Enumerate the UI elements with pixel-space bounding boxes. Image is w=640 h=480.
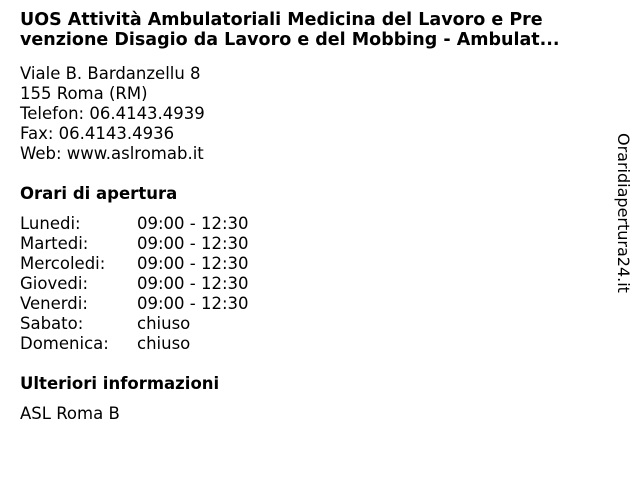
hours-day: Martedi:: [20, 234, 89, 253]
address-fax: Fax: 06.4143.4936: [20, 124, 175, 143]
hours-time: 09:00 - 12:30: [137, 274, 249, 293]
hours-time: 09:00 - 12:30: [137, 214, 249, 233]
hours-time: 09:00 - 12:30: [137, 294, 249, 313]
hours-row-saturday: [20, 314, 249, 334]
hours-row-monday: [20, 214, 249, 234]
hours-time: chiuso: [137, 334, 191, 353]
hours-day: Lunedi:: [20, 214, 81, 233]
site-watermark: Oraridiapertura24.it: [614, 133, 633, 293]
opening-hours-table: [20, 214, 249, 354]
title-line-2: venzione Disagio da Lavoro e del Mobbing - Ambulat...: [20, 30, 560, 50]
hours-time: chiuso: [137, 314, 191, 333]
hours-row-wednesday: [20, 254, 249, 274]
hours-day: Giovedi:: [20, 274, 88, 293]
hours-time: 09:00 - 12:30: [137, 254, 249, 273]
address-city: 155 Roma (RM): [20, 84, 148, 103]
opening-hours-heading: Orari di apertura: [20, 184, 178, 203]
hours-day: Venerdi:: [20, 294, 88, 313]
title-line-1: UOS Attività Ambulatoriali Medicina del Lavoro e Pre: [20, 10, 543, 30]
hours-day: Mercoledi:: [20, 254, 106, 273]
further-info-text: ASL Roma B: [20, 404, 120, 423]
hours-row-sunday: [20, 334, 249, 354]
hours-row-thursday: [20, 274, 249, 294]
page-title: [20, 10, 620, 50]
hours-row-tuesday: [20, 234, 249, 254]
address-phone: Telefon: 06.4143.4939: [20, 104, 205, 123]
address-block: [20, 64, 205, 164]
hours-day: Domenica:: [20, 334, 109, 353]
address-web: Web: www.aslromab.it: [20, 144, 204, 163]
hours-day: Sabato:: [20, 314, 84, 333]
hours-row-friday: [20, 294, 249, 314]
address-street: Viale B. Bardanzellu 8: [20, 64, 201, 83]
hours-time: 09:00 - 12:30: [137, 234, 249, 253]
further-info-heading: Ulteriori informazioni: [20, 374, 220, 393]
